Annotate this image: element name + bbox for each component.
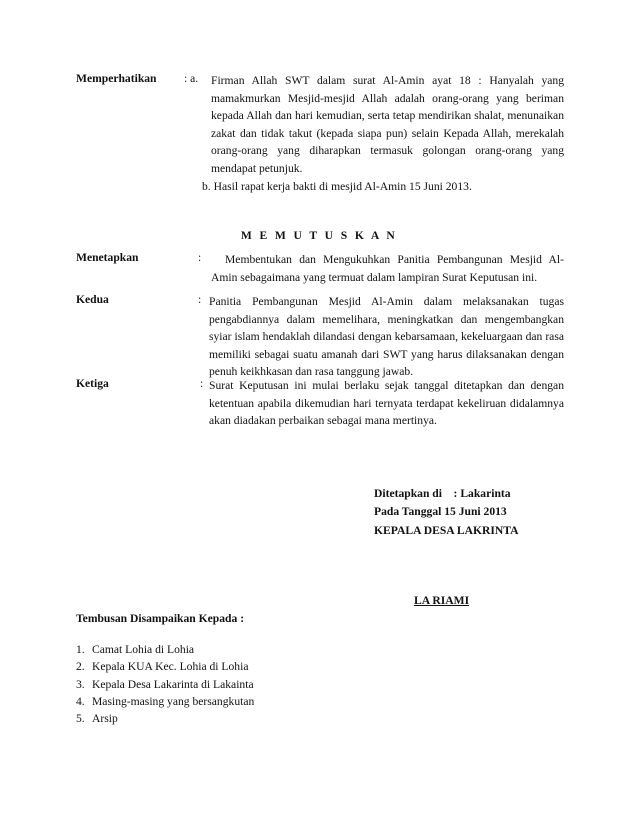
- signature-place: Ditetapkan di : Lakarinta: [374, 487, 511, 500]
- kedua-text: Panitia Pembangunan Mesjid Al-Amin dalam melaksanakan tugas pengabdiannya dalam memelihara, meningkatkan dan mengembangkan syiar islam hendaklah dilandasi dengan kebarsamaan, kekeluargaan dan rasa memiliki sebagai suatu amanah dari SWT yang harus dilaksanakan dengan penuh keikhkasan dan rasa tanggung jawab.: [209, 295, 564, 378]
- heading-memutuskan: M E M U T U S K A N: [240, 229, 398, 242]
- signature-title: KEPALA DESA LAKRINTA: [374, 524, 519, 537]
- list-item: 5. Arsip: [76, 712, 118, 726]
- signature-date: Pada Tanggal 15 Juni 2013: [374, 505, 507, 518]
- signature-name: LA RIAMI: [414, 594, 470, 607]
- label-ketiga: Ketiga: [76, 377, 109, 390]
- item-b-text: b. Hasil rapat kerja bakti di mesjid Al-Amin 15 Juni 2013.: [202, 180, 472, 193]
- tembusan-list: [76, 641, 254, 727]
- menetapkan-text: Membentukan dan Mengukuhkan Panitia Pembangunan Mesjid Al-Amin sebagaimana yang termuat dalam lampiran Surat Keputusan ini.: [211, 253, 564, 284]
- label-kedua: Kedua: [76, 293, 109, 306]
- list-item: 4. Masing-masing yang bersangkutan: [76, 694, 255, 708]
- label-memperhatikan: Memperhatikan: [76, 72, 157, 85]
- colon-ketiga: :: [200, 377, 204, 390]
- ketiga-text: Surat Keputusan ini mulai berlaku sejak tanggal ditetapkan dan dengan ketentuan apabila dikemudian hari ternyata terdapat kekeliruan didalamnya akan diadakan perbaikan sebagai mana mertinya.: [209, 379, 564, 427]
- colon-memperhatikan: : a.: [184, 72, 199, 85]
- list-item: 1. Camat Lohia di Lohia: [76, 643, 195, 656]
- colon-menetapkan: :: [198, 251, 202, 264]
- tembusan-title: Tembusan Disampaikan Kepada :: [76, 612, 245, 625]
- label-menetapkan: Menetapkan: [76, 251, 139, 264]
- list-item: 3. Kepala Desa Lakarinta di Lakainta: [76, 677, 254, 691]
- colon-kedua: :: [198, 293, 202, 306]
- list-item: 2. Kepala KUA Kec. Lohia di Lohia: [76, 660, 249, 674]
- item-a-text: Firman Allah SWT dalam surat Al-Amin ayat 18 : Hanyalah yang mamakmurkan Mesjid-mesjid Allah adalah orang-orang yang beriman kepada Allah dan hari kemudian, serta tetap mendirikan shalat, menunaikan zakat dan tidak takut (kepada siapa pun) selain Kepada Allah, merekalah orang-orang yang diharapkan termasuk golongan orang-orang yang mendapat petunjuk.: [211, 74, 564, 175]
